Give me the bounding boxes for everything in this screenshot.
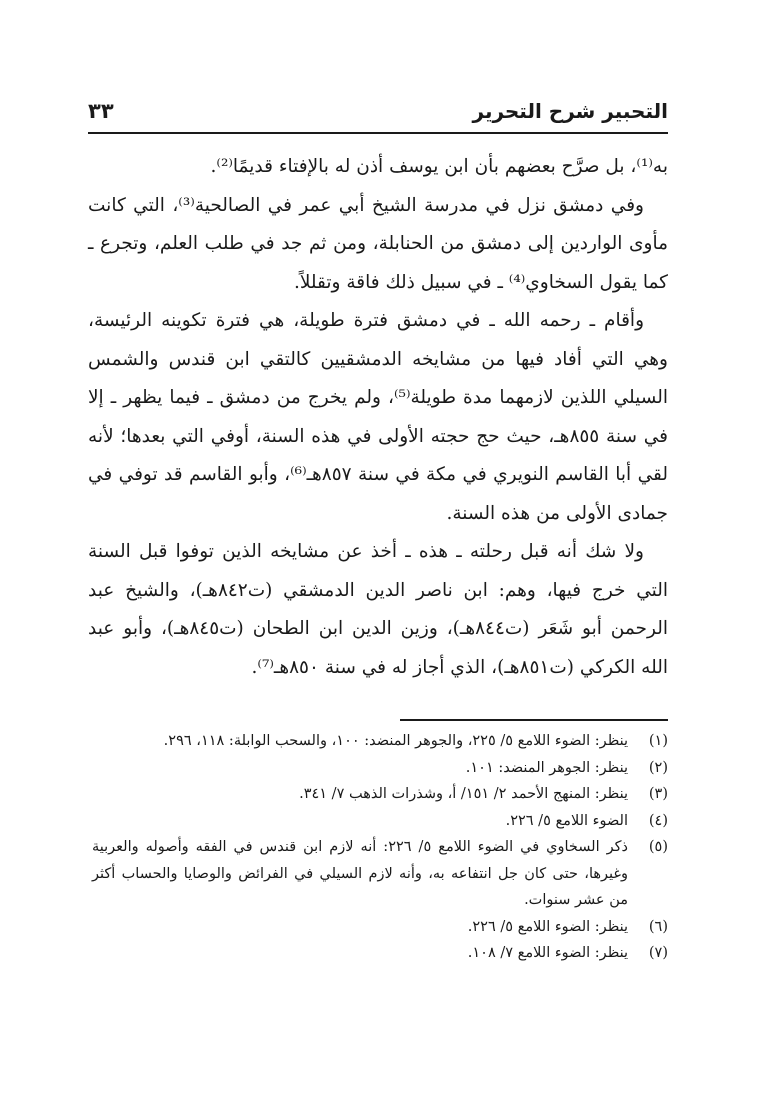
- footnote-number: (٣): [648, 786, 668, 802]
- footnote-text: ينظر: المنهج الأحمد ٢/ ١٥١/ أ، وشذرات الذهب ٧/ ٣٤١.: [299, 786, 628, 802]
- footnote-item: [92, 914, 668, 941]
- footnote-number: (٥): [648, 839, 668, 855]
- footnote-number: (٤): [648, 812, 668, 829]
- footnote-text: ينظر: الضوء اللامع ٥/ ٢٢٥، والجوهر المنضد: ١٠٠، والسحب الوابلة: ١١٨، ٢٩٦.: [163, 733, 628, 749]
- footnotes: [92, 728, 668, 967]
- footnote-number: (٢): [648, 759, 668, 776]
- main-text: [88, 148, 668, 687]
- footnote-item: [92, 834, 668, 914]
- paragraph: وأقام ـ رحمه الله ـ في دمشق فترة طويلة، هي فترة تكوينه الرئيسة، وهي التي أفاد فيها من مشايخه الدمشقيين كالتقي ابن قندس والشمس السيلي اللذين لازمهما مدة طويلة⁽⁵⁾، ولم يخرج من دمشق ـ فيما يظهر ـ إلا في سنة ٨٥٥هـ، حيث حج حجته الأولى في هذه السنة، أوفي التي بعدها؛ لأنه لقي أبا القاسم النويري في مكة في سنة ٨٥٧هـ⁽⁶⁾، وأبو القاسم قد توفي في جمادى الأولى من هذه السنة.: [88, 310, 669, 524]
- footnote-item: [92, 755, 668, 782]
- footnote-text: ينظر: الضوء اللامع ٧/ ١٠٨.: [467, 945, 628, 961]
- footnote-item: [92, 728, 668, 755]
- footnote-item: [92, 808, 668, 835]
- footnote-text: ذكر السخاوي في الضوء اللامع ٥/ ٢٢٦: أنه لازم ابن قندس في الفقه وأصوله والعربية وغيرها، حتى كان جل انتفاعه به، وأنه لازم السيلي في الفرائض والوصايا والحساب أكثر من عشر سنوات.: [92, 839, 628, 908]
- paragraph: وفي دمشق نزل في مدرسة الشيخ أبي عمر في الصالحية⁽³⁾، التي كانت مأوى الواردين إلى دمشق من الحنابلة، ومن ثم جد في طلب العلم، وتجرع ـ كما يقول السخاوي⁽⁴⁾ ـ في سبيل ذلك فاقة وتقللاً.: [88, 194, 668, 293]
- header-divider: [88, 132, 668, 134]
- footnote-number: (٧): [648, 945, 668, 961]
- footnote-text: الضوء اللامع ٥/ ٢٢٦.: [505, 812, 628, 829]
- running-title: التحبير شرح التحرير: [472, 99, 668, 123]
- footnote-number: (٦): [648, 918, 668, 935]
- footnote-text: ينظر: الجوهر المنضد: ١٠١.: [465, 759, 628, 776]
- footnote-item: [92, 940, 668, 967]
- paragraph: به⁽¹⁾، بل صرَّح بعضهم بأن ابن يوسف أذن له بالإفتاء قديمًا⁽²⁾.: [210, 156, 668, 177]
- footnote-number: (١): [648, 733, 668, 749]
- page-number: ٣٣: [88, 99, 114, 123]
- footnote-divider: [400, 719, 668, 721]
- paragraph: ولا شك أنه قبل رحلته ـ هذه ـ أخذ عن مشايخه الذين توفوا قبل السنة التي خرج فيها، وهم: ابن ناصر الدين الدمشقي (ت٨٤٢هـ)، والشيخ عبد الرحمن أبو شَعَر (ت٨٤٤هـ)، وزين الدين ابن الطحان (ت٨٤٥هـ)، وأبو عبد الله الكركي (ت٨٥١هـ)، الذي أجاز له في سنة ٨٥٠هـ⁽⁷⁾.: [88, 541, 668, 678]
- footnote-text: ينظر: الضوء اللامع ٥/ ٢٢٦.: [467, 918, 628, 935]
- page-header: [88, 96, 668, 126]
- footnote-item: [92, 781, 668, 808]
